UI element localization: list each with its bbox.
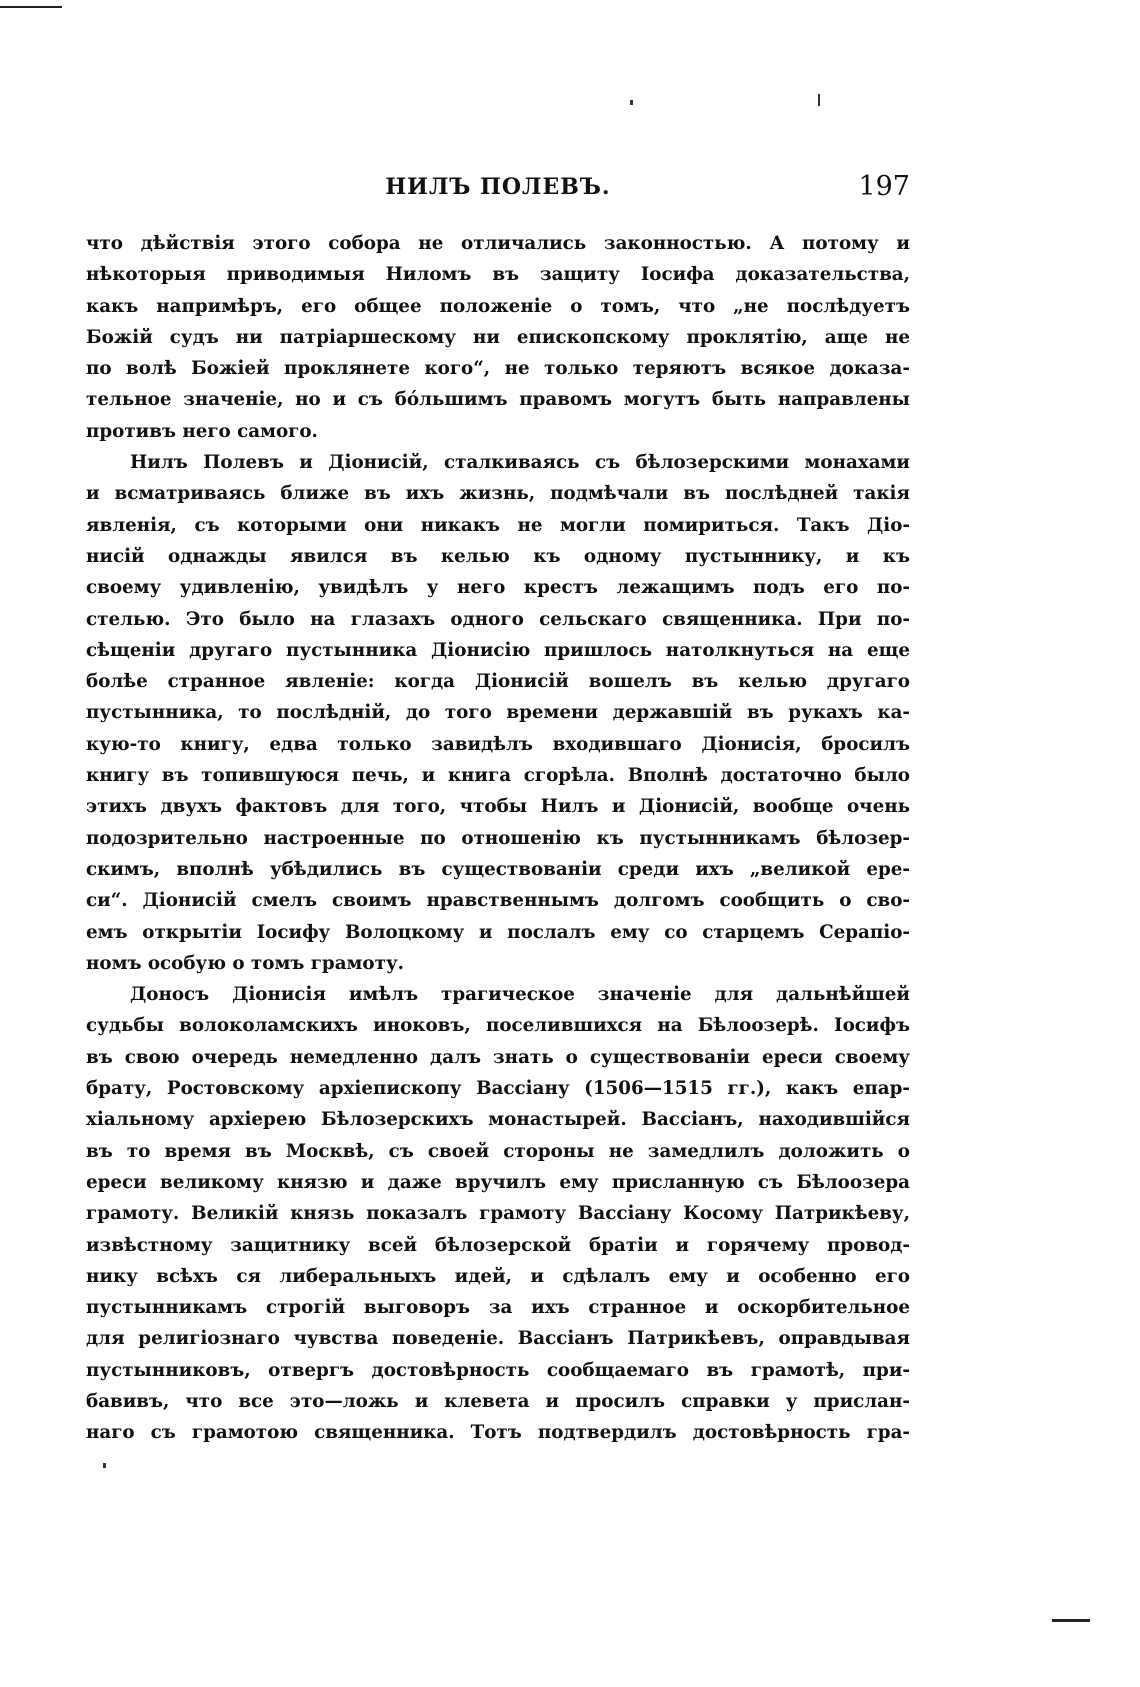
text-line: для религіознаго чувства поведеніе. Вассіанъ Патрикѣевъ, оправдывая xyxy=(86,1328,910,1350)
text-line: извѣстному защитнику всей бѣлозерской братіи и горячему провод- xyxy=(86,1234,910,1256)
text-line: болѣе странное явленіе: когда Діонисій вошелъ въ келью другаго xyxy=(86,671,910,693)
print-speck xyxy=(630,100,633,105)
body-text xyxy=(86,228,910,1449)
text-line: нику всѣхъ ся либеральныхъ идей, и сдѣлалъ ему и особенно его xyxy=(86,1265,910,1287)
text-line: книгу въ топившуюся печь, и книга сгорѣла. Вполнѣ достаточно было xyxy=(86,765,910,787)
text-line: въ свою очередь немедленно далъ знать о существованіи ереси своему xyxy=(86,1046,910,1068)
text-line: тельное значеніе, но и съ бо́льшимъ правомъ могутъ быть направлены xyxy=(86,389,910,411)
text-line: бавивъ, что все это—ложь и клевета и просилъ справки у прислан- xyxy=(86,1390,910,1412)
print-speck xyxy=(818,94,820,106)
paragraph-first-line: Нилъ Полевъ и Діонисій, сталкиваясь съ бѣлозерскими монахами xyxy=(130,452,910,474)
text-line: противъ него самого. xyxy=(86,420,318,442)
text-line: судьбы волоколамскихъ иноковъ, поселившихся на Бѣлоозерѣ. Іосифъ xyxy=(86,1015,910,1037)
text-line: номъ особую о томъ грамоту. xyxy=(86,952,405,974)
print-speck xyxy=(103,1463,106,1468)
text-line: нѣкоторыя приводимыя Ниломъ въ защиту Іосифа доказательства, xyxy=(86,264,910,286)
text-line: явленія, съ которыми они никакъ не могли помириться. Такъ Діо- xyxy=(86,514,910,536)
text-line: брату, Ростовскому архіепископу Вассіану (1506—1515 гг.), какъ епар- xyxy=(86,1078,910,1100)
running-title: НИЛЪ ПОЛЕВЪ. xyxy=(385,174,611,200)
text-line: пустынниковъ, отвергъ достовѣрность сообщаемаго въ грамотѣ, при- xyxy=(86,1359,910,1381)
text-line: по волѣ Божіей проклянете кого“, не только теряютъ всякое доказа- xyxy=(86,358,910,380)
text-line: нисій однажды явился въ келью къ одному пустыннику, и къ xyxy=(86,545,910,567)
paragraph-first-line: Доносъ Діонисія имѣлъ трагическое значеніе для дальнѣйшей xyxy=(130,984,910,1006)
text-line: пустынникамъ строгій выговоръ за ихъ странное и оскорбительное xyxy=(86,1297,910,1319)
text-line: пустынника, то послѣдній, до того времени державшій въ рукахъ ка- xyxy=(86,702,910,724)
text-line: въ то время въ Москвѣ, съ своей стороны не замедлилъ доложить о xyxy=(86,1140,910,1162)
text-line: кую-то книгу, едва только завидѣлъ входившаго Діонисія, бросилъ xyxy=(86,733,910,755)
text-line: этихъ двухъ фактовъ для того, чтобы Нилъ и Діонисій, вообще очень xyxy=(86,796,910,818)
text-line: своему удивленію, увидѣлъ у него крестъ лежащимъ подъ его по- xyxy=(86,577,910,599)
page-header xyxy=(86,170,910,204)
text-line: емъ открытіи Іосифу Волоцкому и послалъ ему со старцемъ Серапіо- xyxy=(86,921,910,943)
text-line: наго съ грамотою священника. Тотъ подтвердилъ достовѣрность гра- xyxy=(86,1422,910,1444)
text-line: какъ напримѣръ, его общее положеніе о томъ, что „не послѣдуетъ xyxy=(86,295,910,317)
bottom-right-rule xyxy=(1052,1619,1090,1622)
text-line: и всматриваясь ближе въ ихъ жизнь, подмѣчали въ послѣдней такія xyxy=(86,483,910,505)
text-line: скимъ, вполнѣ убѣдились въ существованіи среди ихъ „великой ере- xyxy=(86,858,910,880)
text-line: Божій судъ ни патріаршескому ни епископскому проклятію, аще не xyxy=(86,326,910,348)
page-number: 197 xyxy=(858,171,910,202)
text-line: хіальному архіерею Бѣлозерскихъ монастырей. Вассіанъ, находившійся xyxy=(86,1109,910,1131)
text-line: грамоту. Великій князь показалъ грамоту Вассіану Косому Патрикѣеву, xyxy=(86,1203,910,1225)
text-line: сѣщеніи другаго пустынника Діонисію пришлось натолкнуться на еще xyxy=(86,639,910,661)
text-line: ереси великому князю и даже вручилъ ему присланную съ Бѣлоозера xyxy=(86,1171,910,1193)
text-line: си“. Діонисій смелъ своимъ нравственнымъ долгомъ сообщить о сво- xyxy=(86,890,910,912)
text-line: стелью. Это было на глазахъ одного сельскаго священника. При по- xyxy=(86,608,910,630)
text-line: что дѣйствія этого собора не отличались законностью. А потому и xyxy=(86,233,910,254)
text-line: подозрительно настроенные по отношенію къ пустынникамъ бѣлозер- xyxy=(86,827,910,849)
top-left-rule xyxy=(0,6,62,8)
